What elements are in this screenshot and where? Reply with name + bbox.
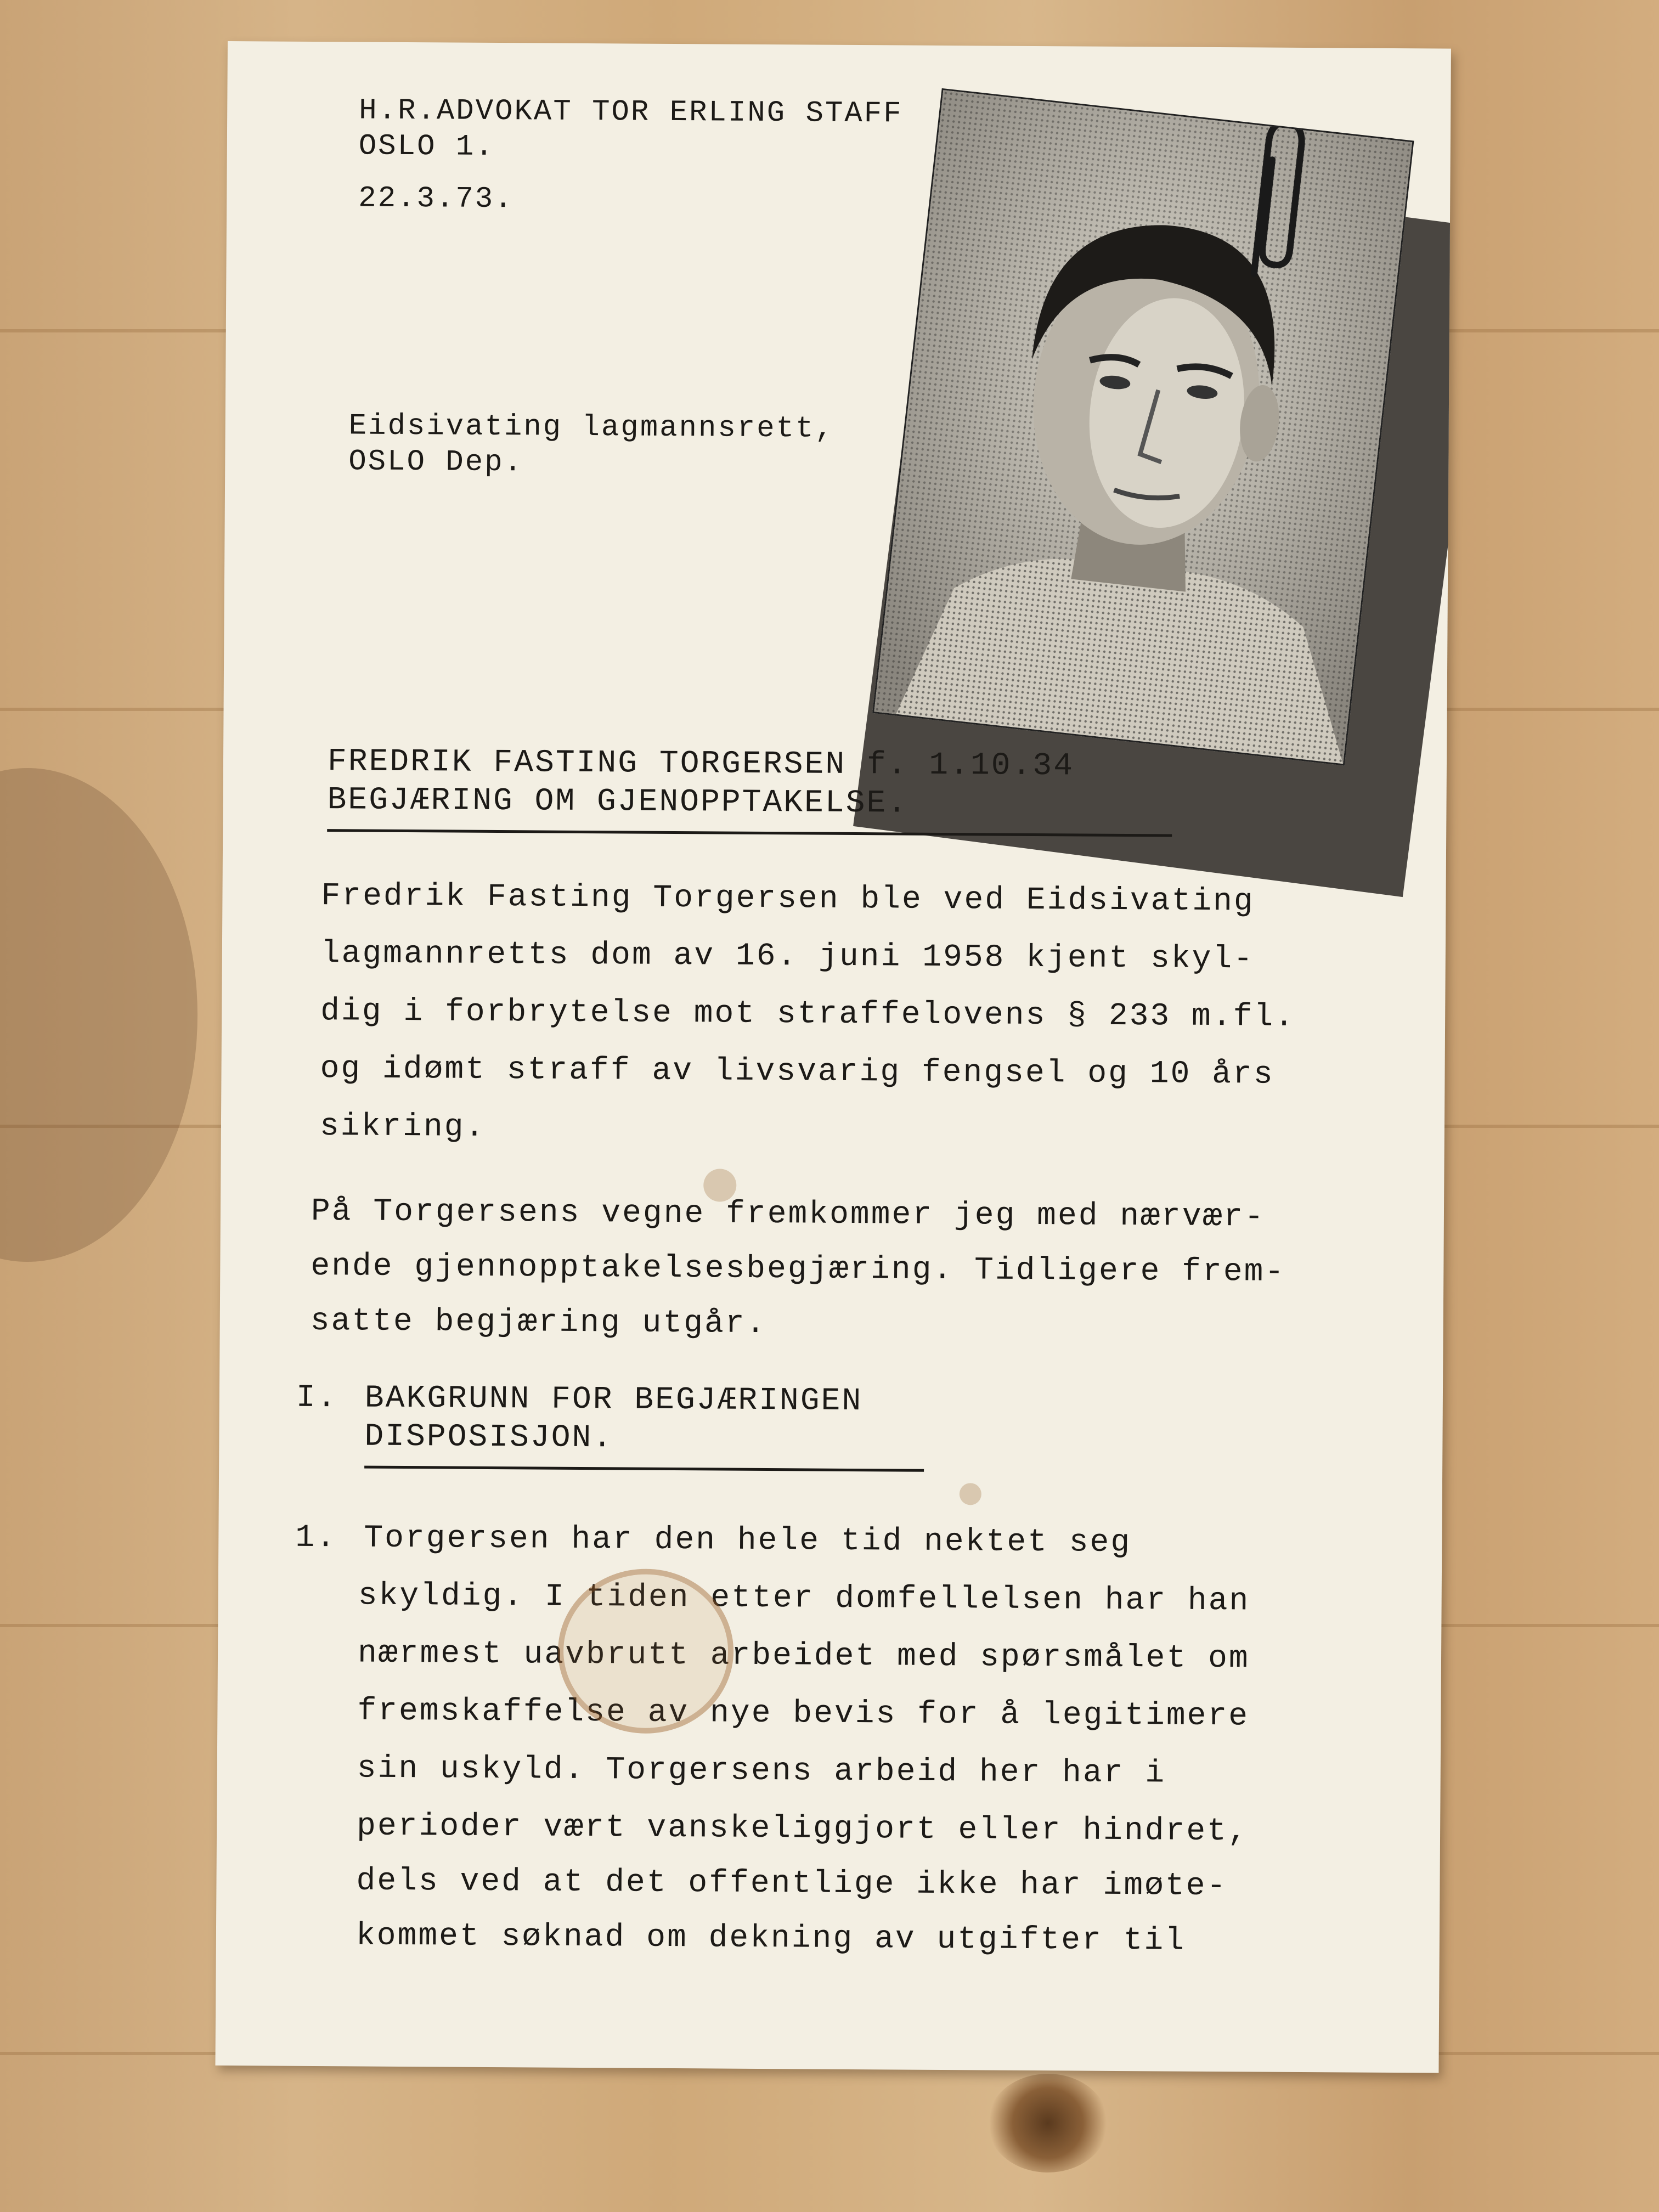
recipient-address: OSLO Dep. bbox=[348, 445, 524, 480]
paragraph1-line1: Fredrik Fasting Torgersen ble ved Eidsivating bbox=[321, 878, 1255, 920]
item1-line8: kommet søknad om dekning av utgifter til bbox=[356, 1918, 1186, 1959]
paragraph1-line3: dig i forbrytelse mot straffelovens § 233 m.fl. bbox=[320, 994, 1296, 1035]
item1-line2: skyldig. I tiden etter domfellelsen har han bbox=[358, 1578, 1250, 1620]
coffee-stain bbox=[557, 1568, 734, 1734]
recipient-name: Eidsivating lagmannsrett, bbox=[348, 409, 835, 446]
portrait-photo bbox=[872, 88, 1414, 766]
item1-number: 1. bbox=[295, 1520, 337, 1556]
section-subheading: DISPOSISJON. bbox=[364, 1419, 614, 1457]
section-heading: BAKGRUNN FOR BEGJÆRINGEN bbox=[364, 1380, 863, 1420]
letterhead-name: H.R.ADVOKAT TOR ERLING STAFF bbox=[359, 94, 903, 131]
stain-dot bbox=[960, 1483, 981, 1505]
item1-line5: sin uskyld. Torgersens arbeid her har i bbox=[357, 1751, 1166, 1792]
paragraph1-line4: og idømt straff av livsvarig fengsel og 10 års bbox=[320, 1051, 1274, 1093]
section-underline bbox=[364, 1466, 924, 1472]
stain-dot bbox=[703, 1169, 736, 1201]
item1-line3: nærmest uavbrutt arbeidet med spørsmålet om bbox=[357, 1635, 1250, 1677]
item1-line4: fremskaffelse av nye bevis for å legitimere bbox=[357, 1693, 1250, 1735]
item1-line1: Torgersen har den hele tid nektet seg bbox=[364, 1520, 1132, 1561]
item1-line6: perioder vært vanskeliggjort eller hindret, bbox=[356, 1808, 1249, 1850]
item1-line7: dels ved at det offentlige ikke har imøte- bbox=[356, 1863, 1228, 1905]
wood-knot bbox=[988, 2074, 1108, 2172]
letter-date: 22.3.73. bbox=[358, 182, 514, 217]
paragraph2-line3: satte begjæring utgår. bbox=[310, 1303, 767, 1342]
paragraph2-line2: ende gjennopptakelsesbegjæring. Tidligere frem- bbox=[311, 1248, 1286, 1290]
letterhead-city: OSLO 1. bbox=[358, 129, 495, 164]
paragraph1-line2: lagmannretts dom av 16. juni 1958 kjent skyl- bbox=[320, 936, 1255, 978]
document-page bbox=[215, 41, 1451, 2073]
paragraph1-line5: sikring. bbox=[319, 1109, 486, 1146]
subject-title: BEGJÆRING OM GJENOPPTAKELSE. bbox=[327, 782, 909, 822]
paragraph2-line1: På Torgersens vegne fremkommer jeg med nærvær- bbox=[311, 1193, 1266, 1235]
subject-name: FREDRIK FASTING TORGERSEN f. 1.10.34 bbox=[327, 744, 1075, 785]
section-number: I. bbox=[296, 1380, 338, 1417]
